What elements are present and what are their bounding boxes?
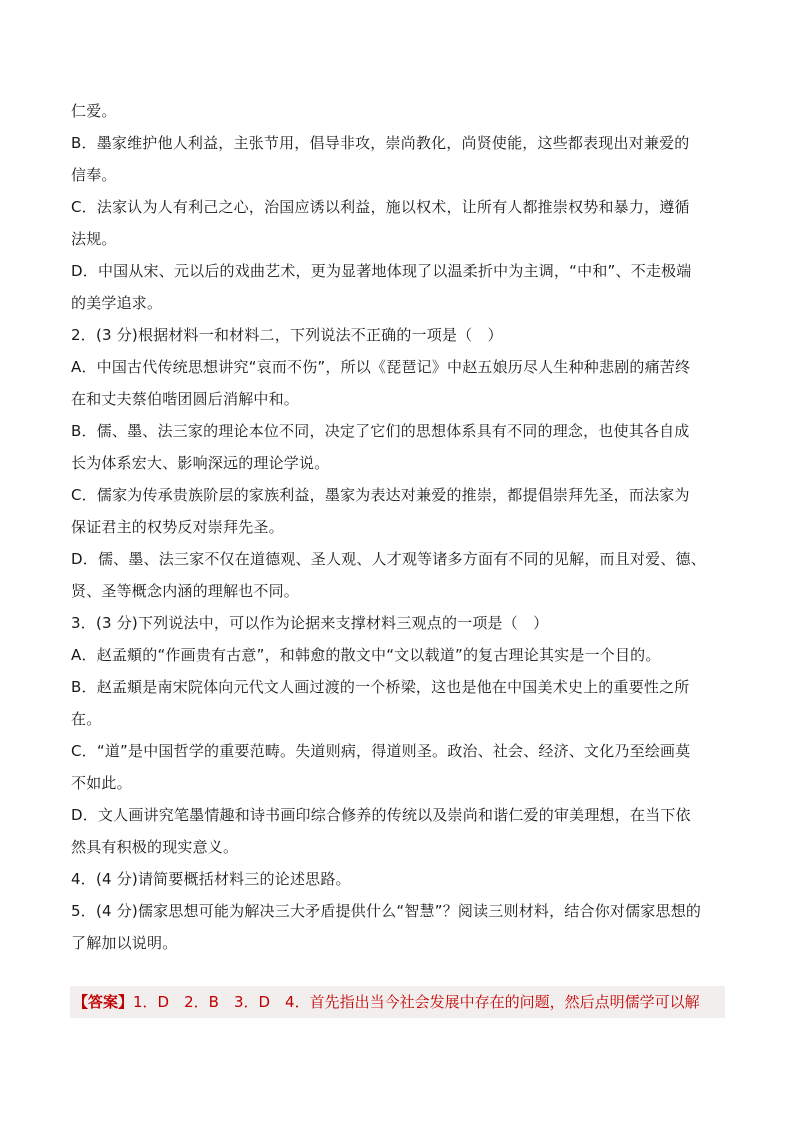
question-3-stem: 3．(3 分)下列说法中，可以作为论据来支撑材料三观点的一项是（ ）	[71, 614, 549, 632]
text-line: 信奉。	[71, 166, 117, 184]
question-2-stem: 2．(3 分)根据材料一和材料二，下列说法不正确的一项是（ ）	[71, 326, 503, 344]
answer-box	[70, 986, 725, 1018]
text-line: B．儒、墨、法三家的理论本位不同，决定了它们的思想体系具有不同的理念，也使其各自成	[71, 422, 690, 440]
text-line: B．赵孟頫是南宋院体向元代文人画过渡的一个桥梁，这也是他在中国美术史上的重要性之所	[71, 678, 690, 696]
answer-tag: 【答案】	[73, 993, 134, 1011]
text-line: A．赵孟頫的“作画贵有古意”，和韩愈的散文中“文以载道”的复古理论其实是一个目的。	[71, 646, 661, 664]
text-line: 了解加以说明。	[71, 934, 178, 952]
text-line: D．儒、墨、法三家不仅在道德观、圣人观、人才观等诸多方面有不同的见解，而且对爱、德、	[71, 550, 706, 568]
text-line: C．儒家为传承贵族阶层的家族利益，墨家为表达对兼爱的推崇，都提倡崇拜先圣，而法家为	[71, 486, 690, 504]
text-line: 法规。	[71, 230, 117, 248]
text-line: 贤、圣等概念内涵的理解也不同。	[71, 582, 300, 600]
question-text-block	[71, 95, 726, 959]
text-line: D．中国从宋、元以后的戏曲艺术，更为显著地体现了以温柔折中为主调，“中和”、不走极端	[71, 262, 692, 280]
text-line: 保证君主的权势反对崇拜先圣。	[71, 518, 284, 536]
text-line: A．中国古代传统思想讲究“哀而不伤”，所以《琵琶记》中赵五娘历尽人生种种悲剧的痛苦终	[71, 358, 691, 376]
answer-text: 1．D 2．B 3．D 4．首先指出当今社会发展中存在的问题，然后点明儒学可以解	[133, 993, 700, 1011]
text-line: 的美学追求。	[71, 294, 163, 312]
text-line: C．法家认为人有利己之心，治国应诱以利益，施以权术，让所有人都推崇权势和暴力，遵循	[71, 198, 690, 216]
text-line: C．“道”是中国哲学的重要范畴。失道则病，得道则圣。政治、社会、经济、文化乃至绘画莫	[71, 742, 691, 760]
text-line: D．文人画讲究笔墨情趣和诗书画印综合修养的传统以及崇尚和谐仁爱的审美理想，在当下依	[71, 806, 691, 824]
text-line: 不如此。	[71, 774, 132, 792]
text-line: 然具有积极的现实意义。	[71, 838, 239, 856]
question-4-stem: 4．(4 分)请简要概括材料三的论述思路。	[71, 870, 351, 888]
question-5-stem: 5．(4 分)儒家思想可能为解决三大矛盾提供什么“智慧”？阅读三则材料，结合你对儒家思想的	[71, 902, 702, 920]
text-line: 仁爱。	[71, 102, 117, 120]
text-line: B．墨家维护他人利益，主张节用，倡导非攻，崇尚教化，尚贤使能，这些都表现出对兼爱的	[71, 134, 690, 152]
text-line: 长为体系宏大、影响深远的理论学说。	[71, 454, 330, 472]
text-line: 在。	[71, 710, 102, 728]
text-line: 在和丈夫蔡伯喈团圆后消解中和。	[71, 390, 300, 408]
